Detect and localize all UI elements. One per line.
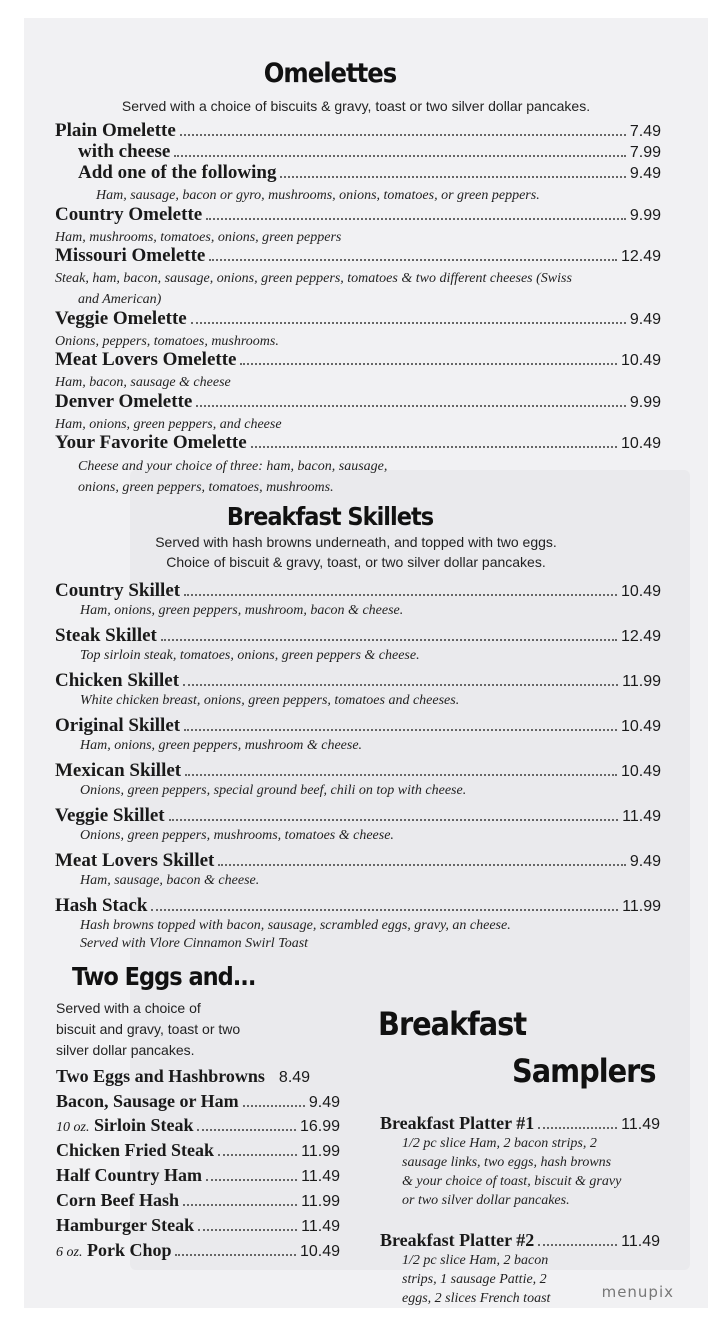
menu-item-meat-lovers-skillet: Meat Lovers Skillet 9.49 bbox=[55, 850, 661, 871]
item-description: Onions, green peppers, special ground beef, chili on top with cheese. bbox=[80, 783, 467, 798]
item-description: Cheese and your choice of three: ham, bacon, sausage, bbox=[78, 459, 388, 474]
two-eggs-note: Served with a choice of bbox=[56, 1000, 201, 1016]
menu-item-half-country-ham: Half Country Ham 11.49 bbox=[56, 1165, 340, 1185]
menu-item-with-cheese: with cheese 7.99 bbox=[78, 141, 661, 162]
menu-item-your-favorite-omelette: Your Favorite Omelette 10.49 bbox=[55, 432, 661, 453]
item-description: Hash browns topped with bacon, sausage, scrambled eggs, gravy, an cheese. bbox=[80, 918, 511, 933]
item-description: Ham, onions, green peppers, mushroom & cheese. bbox=[80, 738, 363, 753]
item-description: or two silver dollar pancakes. bbox=[402, 1193, 570, 1208]
item-description: sausage links, two eggs, hash browns bbox=[402, 1155, 612, 1170]
item-description: Ham, mushrooms, tomatoes, onions, green peppers bbox=[55, 230, 342, 245]
skillets-note: Choice of biscuit & gravy, toast, or two silver dollar pancakes. bbox=[166, 554, 546, 570]
item-description: 1/2 pc slice Ham, 2 bacon bbox=[402, 1253, 549, 1268]
item-description: Ham, bacon, sausage & cheese bbox=[55, 375, 231, 390]
menu-item-meat-lovers-omelette: Meat Lovers Omelette 10.49 bbox=[55, 349, 661, 370]
menu-item-sirloin-steak: 10 oz. Sirloin Steak 16.99 bbox=[56, 1115, 340, 1135]
item-description: onions, green peppers, tomatoes, mushrooms. bbox=[78, 480, 334, 495]
two-eggs-title: Two Eggs and... bbox=[72, 962, 256, 991]
omelettes-title: Omelettes bbox=[263, 58, 397, 89]
skillets-title: Breakfast Skillets bbox=[226, 502, 434, 531]
skillets-note: Served with hash browns underneath, and topped with two eggs. bbox=[155, 534, 557, 550]
menu-item-breakfast-platter-2: Breakfast Platter #2 11.49 bbox=[380, 1230, 660, 1250]
menu-item-steak-skillet: Steak Skillet 12.49 bbox=[55, 625, 661, 646]
omelettes-note: Served with a choice of biscuits & gravy, toast or two silver dollar pancakes. bbox=[121, 98, 591, 114]
menu-item-denver-omelette: Denver Omelette 9.99 bbox=[55, 391, 661, 412]
menu-item-bacon-sausage-ham: Bacon, Sausage or Ham 9.49 bbox=[56, 1091, 340, 1111]
menu-item-two-eggs-hashbrowns: Two Eggs and Hashbrowns 8.49 bbox=[56, 1066, 311, 1086]
item-description: Served with Vlore Cinnamon Swirl Toast bbox=[80, 936, 309, 951]
menu-item-add-one: Add one of the following 9.49 bbox=[78, 162, 661, 183]
samplers-title-line2: Samplers bbox=[512, 1052, 656, 1090]
two-eggs-note: biscuit and gravy, toast or two bbox=[56, 1021, 241, 1037]
menu-item-missouri-omelette: Missouri Omelette 12.49 bbox=[55, 245, 661, 266]
menu-item-breakfast-platter-1: Breakfast Platter #1 11.49 bbox=[380, 1113, 660, 1133]
menu-item-chicken-fried-steak: Chicken Fried Steak 11.99 bbox=[56, 1140, 340, 1160]
menu-item-veggie-omelette: Veggie Omelette 9.49 bbox=[55, 308, 661, 329]
item-description: Steak, ham, bacon, sausage, onions, green peppers, tomatoes & two different cheeses (Swiss bbox=[55, 271, 572, 286]
menu-item-hash-stack: Hash Stack 11.99 bbox=[55, 895, 661, 916]
item-description: and American) bbox=[78, 292, 162, 307]
item-description: Ham, sausage, bacon or gyro, mushrooms, onions, tomatoes, or green peppers. bbox=[96, 188, 540, 203]
item-description: Ham, sausage, bacon & cheese. bbox=[80, 873, 260, 888]
item-description: Onions, green peppers, mushrooms, tomatoes & cheese. bbox=[80, 828, 394, 843]
item-description: 1/2 pc slice Ham, 2 bacon strips, 2 bbox=[402, 1136, 597, 1151]
item-description: White chicken breast, onions, green peppers, tomatoes and cheeses. bbox=[80, 693, 460, 708]
item-description: Ham, onions, green peppers, mushroom, bacon & cheese. bbox=[80, 603, 404, 618]
menu-item-corn-beef-hash: Corn Beef Hash 11.99 bbox=[56, 1190, 340, 1210]
menu-item-country-skillet: Country Skillet 10.49 bbox=[55, 580, 661, 601]
item-description: Ham, onions, green peppers, and cheese bbox=[55, 417, 282, 432]
item-description: eggs, 2 slices French toast bbox=[402, 1291, 551, 1306]
menu-item-country-omelette: Country Omelette 9.99 bbox=[55, 204, 661, 225]
menu-item-plain-omelette: Plain Omelette 7.49 bbox=[55, 120, 661, 141]
menu-item-original-skillet: Original Skillet 10.49 bbox=[55, 715, 661, 736]
item-description: & your choice of toast, biscuit & gravy bbox=[402, 1174, 622, 1189]
samplers-title-line1: Breakfast bbox=[378, 1005, 527, 1043]
menupix-logo: menupix bbox=[601, 1283, 674, 1301]
menu-item-chicken-skillet: Chicken Skillet 11.99 bbox=[55, 670, 661, 691]
menu-item-veggie-skillet: Veggie Skillet 11.49 bbox=[55, 805, 661, 826]
menu-item-pork-chop: 6 oz. Pork Chop 10.49 bbox=[56, 1240, 340, 1260]
item-description: Onions, peppers, tomatoes, mushrooms. bbox=[55, 334, 279, 349]
item-description: Top sirloin steak, tomatoes, onions, green peppers & cheese. bbox=[80, 648, 420, 663]
two-eggs-note: silver dollar pancakes. bbox=[56, 1042, 195, 1058]
menu-item-mexican-skillet: Mexican Skillet 10.49 bbox=[55, 760, 661, 781]
item-description: strips, 1 sausage Pattie, 2 bbox=[402, 1272, 547, 1287]
menu-item-hamburger-steak: Hamburger Steak 11.49 bbox=[56, 1215, 340, 1235]
